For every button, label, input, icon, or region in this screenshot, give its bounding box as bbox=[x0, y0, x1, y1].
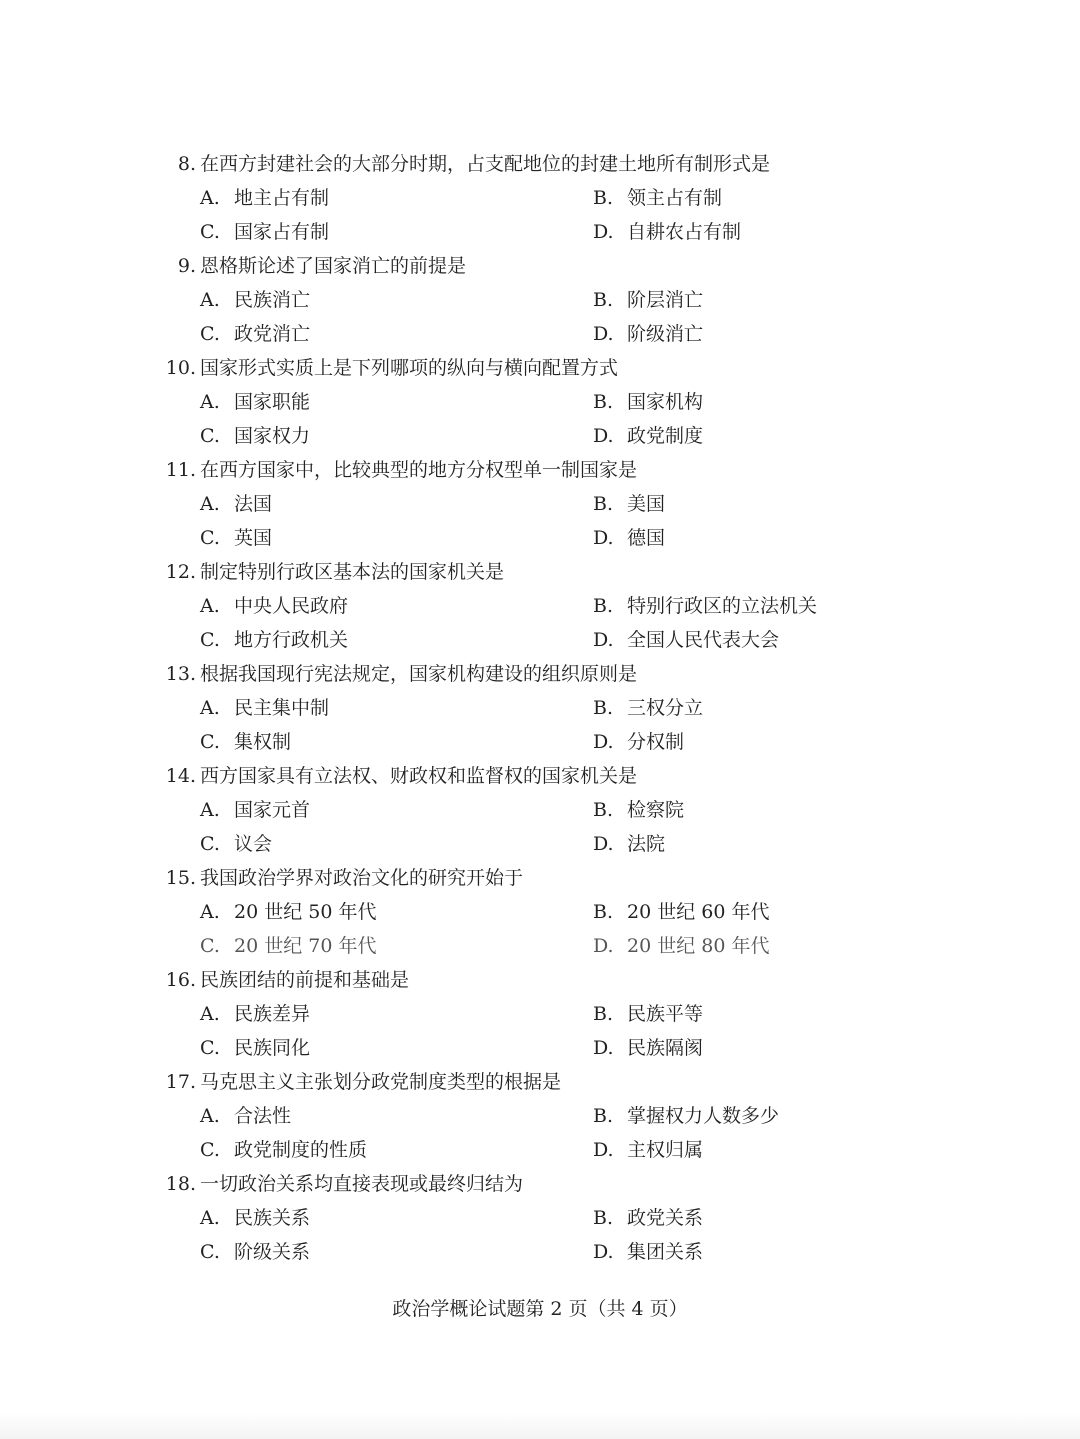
option-row bbox=[160, 623, 880, 657]
option-text: 政党关系 bbox=[627, 1207, 704, 1229]
option-text: 集团关系 bbox=[627, 1241, 704, 1263]
question-stem bbox=[160, 1065, 880, 1099]
option-letter: B. bbox=[593, 697, 614, 719]
answer-option bbox=[593, 929, 769, 963]
option-text: 阶层消亡 bbox=[627, 289, 704, 311]
option-letter: C. bbox=[200, 935, 220, 957]
option-text: 国家元首 bbox=[234, 799, 311, 821]
option-text: 议会 bbox=[234, 833, 273, 855]
option-row bbox=[160, 317, 880, 351]
option-letter: B. bbox=[593, 799, 614, 821]
option-text: 自耕农占有制 bbox=[627, 221, 742, 243]
answer-option bbox=[200, 419, 310, 453]
question-stem bbox=[160, 249, 880, 283]
option-letter: C. bbox=[200, 1037, 220, 1059]
question-text: 恩格斯论述了国家消亡的前提是 bbox=[200, 255, 467, 277]
answer-option bbox=[593, 691, 703, 725]
option-text: 20 世纪 50 年代 bbox=[234, 901, 377, 923]
question-number: 11. bbox=[165, 459, 196, 481]
page-footer: 政治学概论试题第 2 页（共 4 页） bbox=[392, 1298, 688, 1320]
answer-option bbox=[593, 827, 665, 861]
option-text: 掌握权力人数多少 bbox=[627, 1105, 780, 1127]
option-text: 20 世纪 80 年代 bbox=[627, 935, 770, 957]
question-text: 民族团结的前提和基础是 bbox=[200, 969, 410, 991]
option-letter: C. bbox=[200, 527, 220, 549]
question-item bbox=[160, 555, 880, 657]
answer-option bbox=[200, 215, 329, 249]
answer-option bbox=[593, 623, 779, 657]
question-stem bbox=[160, 147, 880, 181]
answer-option bbox=[593, 215, 741, 249]
option-row bbox=[160, 793, 880, 827]
answer-option bbox=[200, 589, 348, 623]
answer-option bbox=[200, 691, 329, 725]
option-row bbox=[160, 181, 880, 215]
answer-option bbox=[593, 1235, 703, 1269]
question-item bbox=[160, 1065, 880, 1167]
option-text: 特别行政区的立法机关 bbox=[627, 595, 818, 617]
option-letter: A. bbox=[200, 289, 220, 311]
option-row bbox=[160, 1235, 880, 1269]
option-letter: A. bbox=[200, 901, 220, 923]
option-letter: A. bbox=[200, 391, 220, 413]
option-letter: B. bbox=[593, 391, 614, 413]
option-text: 民族平等 bbox=[627, 1003, 704, 1025]
option-text: 美国 bbox=[627, 493, 666, 515]
option-row bbox=[160, 929, 880, 963]
option-letter: A. bbox=[200, 799, 220, 821]
question-stem bbox=[160, 555, 880, 589]
option-text: 民族同化 bbox=[234, 1037, 311, 1059]
option-letter: A. bbox=[200, 187, 220, 209]
question-text: 国家形式实质上是下列哪项的纵向与横向配置方式 bbox=[200, 357, 619, 379]
answer-option bbox=[593, 521, 665, 555]
option-text: 政党制度的性质 bbox=[234, 1139, 368, 1161]
option-letter: C. bbox=[200, 629, 220, 651]
option-row bbox=[160, 419, 880, 453]
answer-option bbox=[200, 181, 329, 215]
answer-option bbox=[200, 521, 272, 555]
question-text: 在西方国家中，比较典型的地方分权型单一制国家是 bbox=[200, 459, 638, 481]
answer-option bbox=[593, 725, 684, 759]
option-row bbox=[160, 385, 880, 419]
question-text: 西方国家具有立法权、财政权和监督权的国家机关是 bbox=[200, 765, 638, 787]
question-stem bbox=[160, 1167, 880, 1201]
question-item bbox=[160, 351, 880, 453]
question-stem bbox=[160, 759, 880, 793]
option-letter: D. bbox=[593, 323, 614, 345]
answer-option bbox=[593, 385, 703, 419]
option-letter: A. bbox=[200, 697, 220, 719]
option-text: 三权分立 bbox=[627, 697, 704, 719]
option-text: 国家占有制 bbox=[234, 221, 330, 243]
option-text: 领主占有制 bbox=[627, 187, 723, 209]
option-row bbox=[160, 725, 880, 759]
question-stem bbox=[160, 963, 880, 997]
question-number: 16. bbox=[165, 969, 196, 991]
option-text: 地主占有制 bbox=[234, 187, 330, 209]
question-stem bbox=[160, 351, 880, 385]
answer-option bbox=[593, 1099, 779, 1133]
option-letter: C. bbox=[200, 323, 220, 345]
answer-option bbox=[200, 1201, 310, 1235]
answer-option bbox=[593, 181, 722, 215]
question-stem bbox=[160, 861, 880, 895]
question-item bbox=[160, 1167, 880, 1269]
option-row bbox=[160, 691, 880, 725]
question-stem bbox=[160, 453, 880, 487]
option-text: 20 世纪 60 年代 bbox=[627, 901, 770, 923]
option-letter: C. bbox=[200, 833, 220, 855]
answer-option bbox=[593, 997, 703, 1031]
answer-option bbox=[200, 827, 272, 861]
option-text: 全国人民代表大会 bbox=[627, 629, 780, 651]
option-text: 民族差异 bbox=[234, 1003, 311, 1025]
question-item bbox=[160, 759, 880, 861]
answer-option bbox=[200, 1031, 310, 1065]
question-text: 我国政治学界对政治文化的研究开始于 bbox=[200, 867, 524, 889]
answer-option bbox=[593, 283, 703, 317]
option-letter: B. bbox=[593, 289, 614, 311]
option-letter: D. bbox=[593, 833, 614, 855]
answer-option bbox=[593, 1031, 703, 1065]
answer-option bbox=[200, 1099, 291, 1133]
answer-option bbox=[593, 317, 703, 351]
option-text: 中央人民政府 bbox=[234, 595, 349, 617]
question-number: 17. bbox=[165, 1071, 196, 1093]
option-row bbox=[160, 1201, 880, 1235]
option-row bbox=[160, 1133, 880, 1167]
option-row bbox=[160, 827, 880, 861]
answer-option bbox=[200, 895, 376, 929]
option-row bbox=[160, 487, 880, 521]
option-letter: C. bbox=[200, 425, 220, 447]
option-row bbox=[160, 895, 880, 929]
question-item bbox=[160, 861, 880, 963]
option-text: 合法性 bbox=[234, 1105, 292, 1127]
question-number: 13. bbox=[165, 663, 196, 685]
question-stem bbox=[160, 657, 880, 691]
option-letter: D. bbox=[593, 935, 614, 957]
question-number: 10. bbox=[165, 357, 196, 379]
option-text: 德国 bbox=[627, 527, 666, 549]
answer-option bbox=[593, 1201, 703, 1235]
question-text: 制定特别行政区基本法的国家机关是 bbox=[200, 561, 505, 583]
option-letter: C. bbox=[200, 1139, 220, 1161]
option-letter: B. bbox=[593, 493, 614, 515]
answer-option bbox=[200, 623, 348, 657]
option-letter: B. bbox=[593, 901, 614, 923]
option-letter: A. bbox=[200, 595, 220, 617]
option-letter: C. bbox=[200, 731, 220, 753]
option-letter: D. bbox=[593, 731, 614, 753]
answer-option bbox=[200, 1235, 310, 1269]
option-text: 国家职能 bbox=[234, 391, 311, 413]
option-row bbox=[160, 1099, 880, 1133]
question-item bbox=[160, 147, 880, 249]
option-row bbox=[160, 283, 880, 317]
answer-option bbox=[200, 317, 310, 351]
option-letter: B. bbox=[593, 1207, 614, 1229]
option-text: 民族隔阂 bbox=[627, 1037, 704, 1059]
answer-option bbox=[200, 793, 310, 827]
question-number: 14. bbox=[165, 765, 196, 787]
answer-option bbox=[593, 793, 684, 827]
option-text: 检察院 bbox=[627, 799, 685, 821]
option-text: 集权制 bbox=[234, 731, 292, 753]
option-row bbox=[160, 1031, 880, 1065]
option-row bbox=[160, 521, 880, 555]
option-letter: B. bbox=[593, 187, 614, 209]
answer-option bbox=[200, 997, 310, 1031]
option-row bbox=[160, 589, 880, 623]
question-item bbox=[160, 249, 880, 351]
option-text: 法国 bbox=[234, 493, 273, 515]
scan-edge-shade bbox=[0, 1412, 1080, 1439]
option-row bbox=[160, 997, 880, 1031]
question-number: 12. bbox=[165, 561, 196, 583]
option-text: 国家权力 bbox=[234, 425, 311, 447]
answer-option bbox=[200, 929, 376, 963]
option-text: 民族消亡 bbox=[234, 289, 311, 311]
option-text: 阶级消亡 bbox=[627, 323, 704, 345]
question-text: 马克思主义主张划分政党制度类型的根据是 bbox=[200, 1071, 562, 1093]
option-letter: D. bbox=[593, 425, 614, 447]
answer-option bbox=[200, 725, 291, 759]
option-letter: D. bbox=[593, 1037, 614, 1059]
answer-option bbox=[593, 1133, 703, 1167]
question-text: 一切政治关系均直接表现或最终归结为 bbox=[200, 1173, 524, 1195]
option-text: 政党消亡 bbox=[234, 323, 311, 345]
option-letter: A. bbox=[200, 1105, 220, 1127]
option-text: 英国 bbox=[234, 527, 273, 549]
answer-option bbox=[200, 283, 310, 317]
option-letter: A. bbox=[200, 1003, 220, 1025]
question-number: 8. bbox=[177, 153, 196, 175]
option-letter: B. bbox=[593, 595, 614, 617]
option-text: 地方行政机关 bbox=[234, 629, 349, 651]
question-item bbox=[160, 963, 880, 1065]
option-letter: A. bbox=[200, 493, 220, 515]
answer-option bbox=[200, 487, 272, 521]
question-item bbox=[160, 453, 880, 555]
option-text: 政党制度 bbox=[627, 425, 704, 447]
option-text: 20 世纪 70 年代 bbox=[234, 935, 377, 957]
question-number: 18. bbox=[165, 1173, 196, 1195]
option-text: 民主集中制 bbox=[234, 697, 330, 719]
option-text: 分权制 bbox=[627, 731, 685, 753]
option-letter: C. bbox=[200, 221, 220, 243]
question-item bbox=[160, 657, 880, 759]
option-letter: B. bbox=[593, 1105, 614, 1127]
option-letter: A. bbox=[200, 1207, 220, 1229]
option-row bbox=[160, 215, 880, 249]
answer-option bbox=[593, 419, 703, 453]
answer-option bbox=[593, 895, 769, 929]
option-letter: B. bbox=[593, 1003, 614, 1025]
option-text: 阶级关系 bbox=[234, 1241, 311, 1263]
option-letter: D. bbox=[593, 1139, 614, 1161]
option-letter: D. bbox=[593, 629, 614, 651]
question-text: 根据我国现行宪法规定，国家机构建设的组织原则是 bbox=[200, 663, 638, 685]
option-letter: D. bbox=[593, 1241, 614, 1263]
question-text: 在西方封建社会的大部分时期，占支配地位的封建土地所有制形式是 bbox=[200, 153, 771, 175]
answer-option bbox=[593, 589, 817, 623]
option-text: 法院 bbox=[627, 833, 666, 855]
question-number: 15. bbox=[165, 867, 196, 889]
answer-option bbox=[593, 487, 665, 521]
question-list bbox=[160, 147, 880, 1269]
option-text: 主权归属 bbox=[627, 1139, 704, 1161]
answer-option bbox=[200, 1133, 367, 1167]
option-letter: D. bbox=[593, 221, 614, 243]
question-number: 9. bbox=[177, 255, 196, 277]
option-letter: D. bbox=[593, 527, 614, 549]
option-text: 国家机构 bbox=[627, 391, 704, 413]
option-text: 民族关系 bbox=[234, 1207, 311, 1229]
answer-option bbox=[200, 385, 310, 419]
option-letter: C. bbox=[200, 1241, 220, 1263]
